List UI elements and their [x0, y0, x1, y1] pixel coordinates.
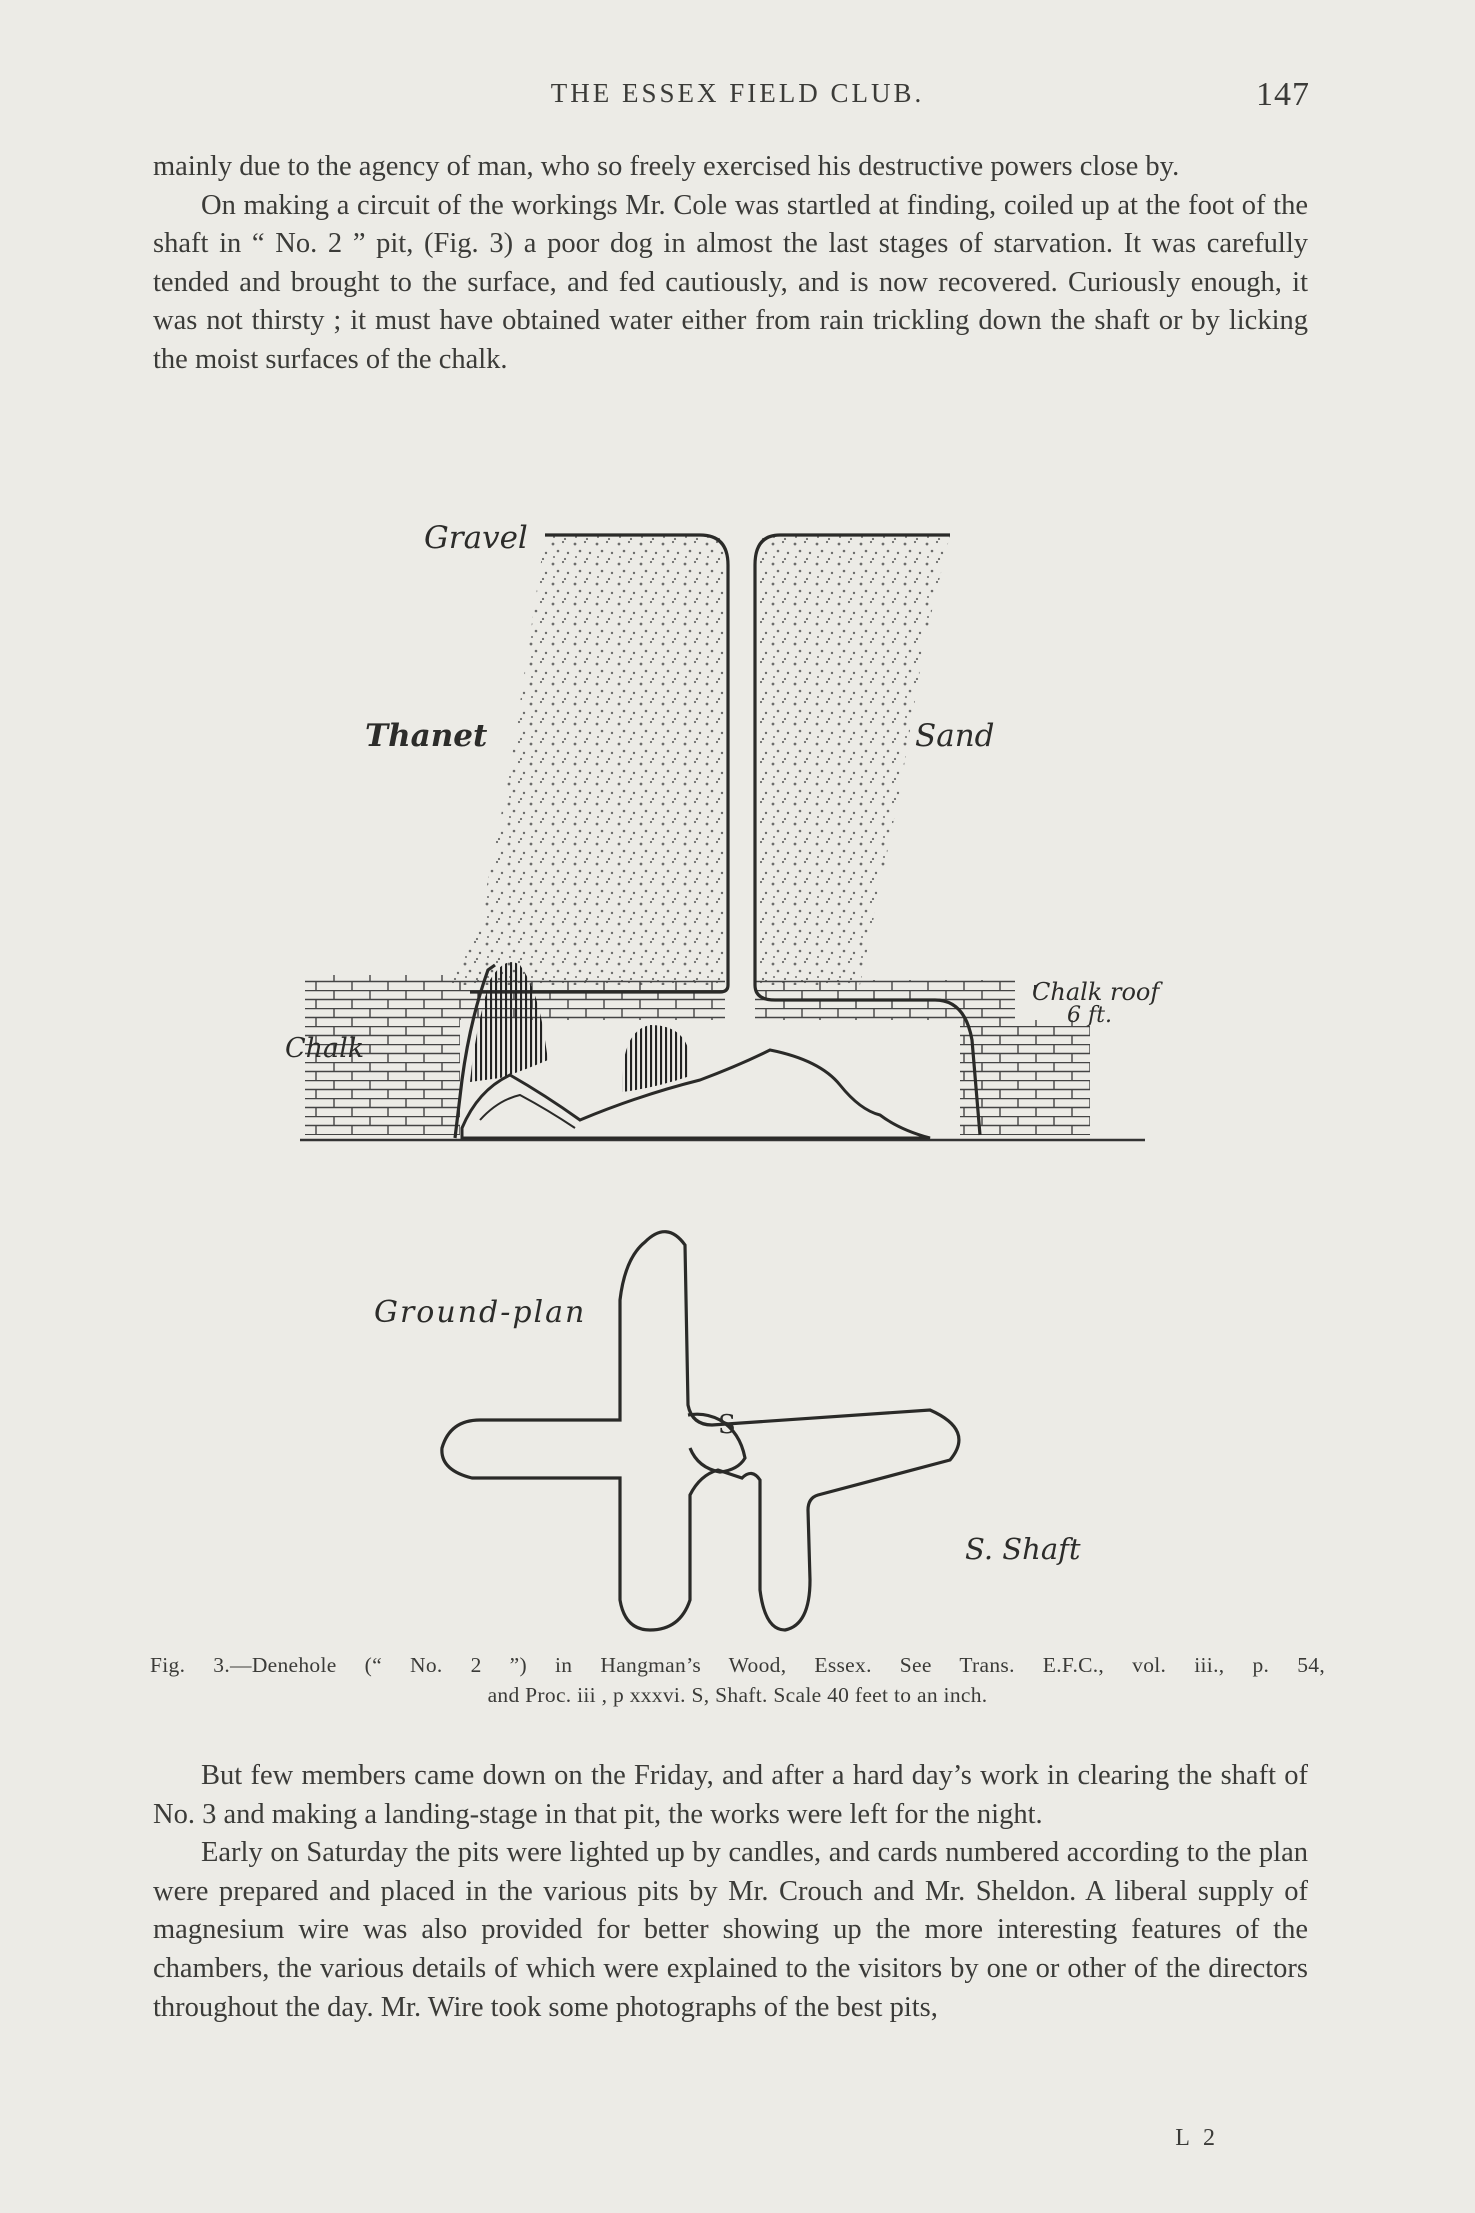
caption-line-2: and Proc. iii , p xxxvi. S, Shaft. Scale 40 feet to an inch. — [487, 1683, 988, 1707]
label-gravel: Gravel — [424, 520, 528, 556]
label-shaft-marker: S — [718, 1410, 736, 1440]
caption-line-1: Fig. 3.—Denehole (“ No. 2 ”) in Hangman’s Wood, Essex. See Trans. E.F.C., vol. iii., p. 54, — [150, 1653, 1325, 1677]
figure-caption — [150, 1650, 1325, 1710]
running-title: THE ESSEX FIELD CLUB. — [550, 78, 925, 108]
label-chalk: Chalk — [285, 1033, 365, 1064]
label-chalk-roof-depth: 6 ft. — [1067, 1003, 1112, 1028]
label-thanet: Thanet — [365, 718, 488, 754]
text-block-bottom — [153, 1757, 1308, 2027]
paragraph: On making a circuit of the workings Mr. Cole was startled at finding, coiled up at the foot of the shaft in “ No. 2 ” pit, (Fig. 3) a poor dog in almost the last stages of starvation. It was carefully tended and brought to the surface, and fed cautiously, and is now recovered. Curiously enough, it was not thirsty ; it must have obtained water either from rain trickling down the shaft or by licking the moist surfaces of the chalk. — [153, 189, 1308, 375]
ground-plan-outline — [442, 1232, 959, 1630]
paragraph: But few members came down on the Friday, and after a hard day’s work in clearing the shaft of No. 3 and making a landing-stage in that pit, the works were left for the night. — [153, 1760, 1308, 1830]
signature-mark: L 2 — [1175, 2125, 1219, 2151]
paragraph: mainly due to the agency of man, who so freely exercised his destructive powers close by. — [153, 151, 1180, 182]
label-sand: Sand — [915, 718, 995, 754]
label-ground-plan: Ground-plan — [374, 1295, 587, 1330]
paragraph: Early on Saturday the pits were lighted up by candles, and cards numbered according to the plan were prepared and placed in the various pits by Mr. Crouch and Mr. Sheldon. A liberal supply of magnesium wire was also provided for better showing up the more interesting features of the chambers, the various details of which were explained to the visitors by one or other of the directors throughout the day. Mr. Wire took some photographs of the best pits, — [153, 1837, 1308, 2023]
page-number: 147 — [1256, 76, 1310, 113]
chalk-layer — [300, 975, 1145, 1140]
label-shaft-key: S. Shaft — [965, 1532, 1081, 1566]
thanet-sand-layer — [445, 535, 950, 985]
label-chalk-roof: Chalk roof — [1032, 978, 1160, 1006]
